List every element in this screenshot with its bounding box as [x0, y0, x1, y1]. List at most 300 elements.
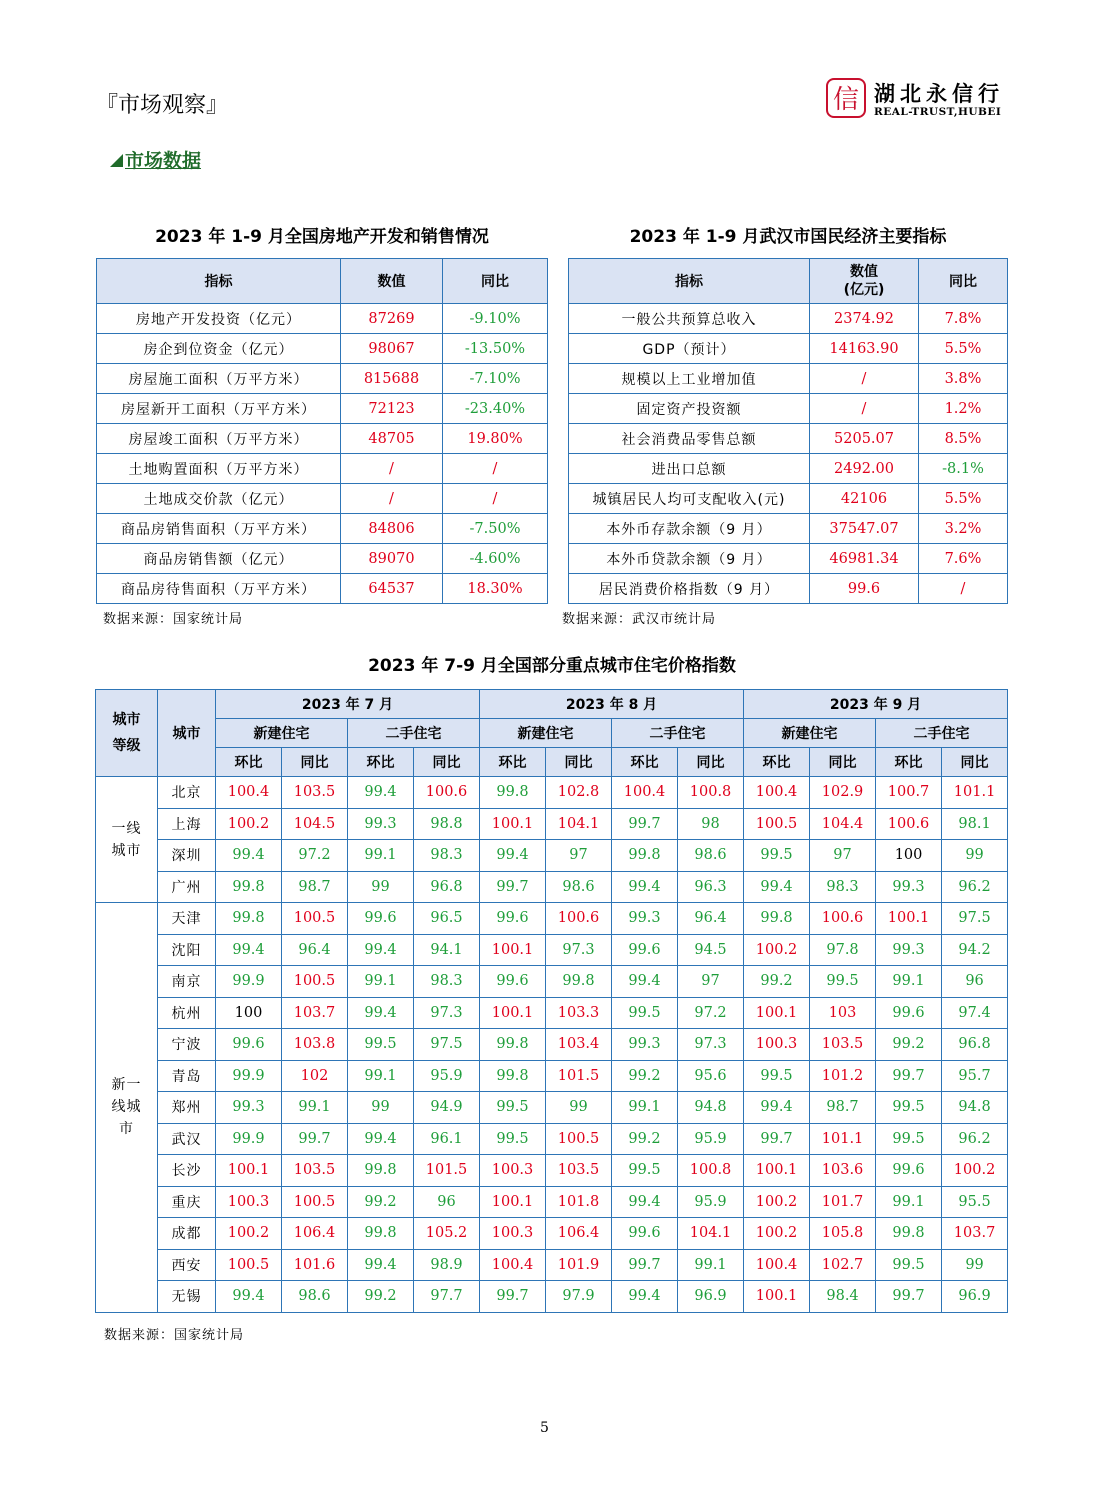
city-level-text: 新一线城市	[111, 1077, 142, 1138]
index-value-cell: 98.6	[546, 871, 612, 903]
city-name-cell: 南京	[158, 966, 216, 998]
section-heading-text: 市场数据	[125, 150, 202, 172]
index-value-cell: 99.9	[216, 966, 282, 998]
page-number: 5	[540, 1420, 549, 1436]
index-value-cell: 103.6	[810, 1155, 876, 1187]
index-value-cell: 99.2	[612, 1123, 678, 1155]
table-row	[96, 1249, 1008, 1281]
index-value-cell: 104.4	[810, 808, 876, 840]
index-value-cell: 99.9	[216, 1123, 282, 1155]
index-value-cell: 98.9	[414, 1249, 480, 1281]
table-row	[97, 424, 548, 454]
indicator-cell: 城镇居民人均可支配收入(元)	[569, 484, 810, 514]
index-value-cell: 100.5	[216, 1249, 282, 1281]
index-value-cell: 100.5	[744, 808, 810, 840]
index-value-cell: 100.7	[876, 777, 942, 809]
index-value-cell: 99.4	[612, 1186, 678, 1218]
logo-seal-icon: 信	[826, 78, 866, 118]
value-cell: 48705	[341, 424, 443, 454]
index-value-cell: 101.7	[810, 1186, 876, 1218]
index-value-cell: 100.6	[546, 903, 612, 935]
index-value-cell: 96.8	[414, 871, 480, 903]
index-value-cell: 99.3	[216, 1092, 282, 1124]
index-value-cell: 100.5	[282, 966, 348, 998]
index-value-cell: 104.1	[546, 808, 612, 840]
index-value-cell: 98.7	[282, 871, 348, 903]
index-value-cell: 97.5	[414, 1029, 480, 1061]
index-value-cell: 99.6	[612, 934, 678, 966]
table-row	[97, 394, 548, 424]
value-cell: 89070	[341, 544, 443, 574]
table-row	[96, 1123, 1008, 1155]
index-value-cell: 99.4	[744, 1092, 810, 1124]
index-value-cell: 99.8	[744, 903, 810, 935]
index-value-cell: 100.8	[678, 777, 744, 809]
index-value-cell: 99.7	[282, 1123, 348, 1155]
index-value-cell: 94.1	[414, 934, 480, 966]
index-value-cell: 97	[546, 840, 612, 872]
company-logo	[826, 78, 1026, 122]
index-value-cell: 105.2	[414, 1218, 480, 1250]
index-value-cell: 99.8	[876, 1218, 942, 1250]
table-row	[97, 304, 548, 334]
index-value-cell: 100.1	[480, 934, 546, 966]
index-value-cell: 99	[348, 1092, 414, 1124]
index-value-cell: 103	[810, 997, 876, 1029]
yoy-cell: -13.50%	[443, 334, 548, 364]
index-value-cell: 103.3	[546, 997, 612, 1029]
indicator-cell: 一般公共预算总收入	[569, 304, 810, 334]
value-cell: /	[810, 394, 919, 424]
index-value-cell: 103.7	[942, 1218, 1008, 1250]
index-value-cell: 99.8	[216, 903, 282, 935]
header-city-level-text: 城市等级	[112, 712, 141, 754]
table-row	[96, 808, 1008, 840]
index-value-cell: 97.2	[282, 840, 348, 872]
index-value-cell: 101.5	[414, 1155, 480, 1187]
city-name-cell: 青岛	[158, 1060, 216, 1092]
value-cell: /	[810, 364, 919, 394]
indicator-cell: 规模以上工业增加值	[569, 364, 810, 394]
logo-chinese-name: 湖北永信行	[874, 82, 1004, 106]
city-name-cell: 杭州	[158, 997, 216, 1029]
header-metric: 环比	[876, 748, 942, 777]
header-metric: 环比	[744, 748, 810, 777]
index-value-cell: 96.5	[414, 903, 480, 935]
yoy-cell: 5.5%	[919, 484, 1008, 514]
index-value-cell: 97.8	[810, 934, 876, 966]
index-value-cell: 101.1	[942, 777, 1008, 809]
value-cell: 14163.90	[810, 334, 919, 364]
city-name-cell: 宁波	[158, 1029, 216, 1061]
value-cell: 2374.92	[810, 304, 919, 334]
yoy-cell: -9.10%	[443, 304, 548, 334]
yoy-cell: 19.80%	[443, 424, 548, 454]
index-value-cell: 102	[282, 1060, 348, 1092]
index-value-cell: 99.1	[348, 1060, 414, 1092]
index-value-cell: 101.2	[810, 1060, 876, 1092]
table-row	[96, 1092, 1008, 1124]
index-value-cell: 95.9	[414, 1060, 480, 1092]
city-name-cell: 武汉	[158, 1123, 216, 1155]
value-cell: 87269	[341, 304, 443, 334]
index-value-cell: 99.4	[216, 1281, 282, 1313]
table-row	[569, 454, 1008, 484]
index-value-cell: 99.3	[612, 903, 678, 935]
index-value-cell: 100.8	[678, 1155, 744, 1187]
city-name-cell: 长沙	[158, 1155, 216, 1187]
index-value-cell: 95.5	[942, 1186, 1008, 1218]
index-value-cell: 99.2	[744, 966, 810, 998]
index-value-cell: 99.6	[480, 903, 546, 935]
index-value-cell: 100.3	[744, 1029, 810, 1061]
city-level-text: 一线城市	[111, 820, 142, 859]
index-value-cell: 99.6	[876, 1155, 942, 1187]
index-value-cell: 96.2	[942, 1123, 1008, 1155]
yoy-cell: 5.5%	[919, 334, 1008, 364]
index-value-cell: 94.5	[678, 934, 744, 966]
table-row	[96, 840, 1008, 872]
table3-source: 数据来源：国家统计局	[104, 1328, 245, 1343]
index-value-cell: 96.2	[942, 871, 1008, 903]
index-value-cell: 100.2	[216, 1218, 282, 1250]
index-value-cell: 99	[942, 840, 1008, 872]
index-value-cell: 99.4	[216, 934, 282, 966]
city-name-cell: 天津	[158, 903, 216, 935]
index-value-cell: 95.6	[678, 1060, 744, 1092]
indicator-cell: 居民消费价格指数（9 月）	[569, 574, 810, 604]
index-value-cell: 100.5	[546, 1123, 612, 1155]
index-value-cell: 100.1	[480, 1186, 546, 1218]
index-value-cell: 99.8	[216, 871, 282, 903]
header-housing-type: 二手住宅	[348, 719, 480, 748]
table-row	[96, 1029, 1008, 1061]
index-value-cell: 103.4	[546, 1029, 612, 1061]
index-value-cell: 100.6	[876, 808, 942, 840]
table-row	[569, 394, 1008, 424]
index-value-cell: 96.3	[678, 871, 744, 903]
index-value-cell: 99.5	[744, 1060, 810, 1092]
index-value-cell: 99.8	[612, 840, 678, 872]
header-housing-type: 新建住宅	[744, 719, 876, 748]
table-row	[569, 574, 1008, 604]
city-name-cell: 沈阳	[158, 934, 216, 966]
index-value-cell: 100.1	[744, 1281, 810, 1313]
table-row	[97, 364, 548, 394]
index-value-cell: 99.5	[480, 1123, 546, 1155]
index-value-cell: 100.4	[216, 777, 282, 809]
table1-header-value: 数值	[341, 259, 443, 304]
city-name-cell: 重庆	[158, 1186, 216, 1218]
city-price-index-table	[95, 689, 1008, 1313]
index-value-cell: 99.1	[348, 966, 414, 998]
table-row	[96, 871, 1008, 903]
yoy-cell: 3.8%	[919, 364, 1008, 394]
header-city: 城市	[158, 690, 216, 777]
index-value-cell: 99.3	[876, 934, 942, 966]
index-value-cell: 99.4	[348, 1123, 414, 1155]
yoy-cell: 3.2%	[919, 514, 1008, 544]
table-row	[569, 544, 1008, 574]
index-value-cell: 99.1	[678, 1249, 744, 1281]
index-value-cell: 106.4	[282, 1218, 348, 1250]
index-value-cell: 99.9	[216, 1060, 282, 1092]
table-row	[96, 1155, 1008, 1187]
index-value-cell: 99.4	[348, 997, 414, 1029]
table-row	[97, 484, 548, 514]
table3-caption: 2023 年 7-9 月全国部分重点城市住宅价格指数	[368, 656, 736, 676]
index-value-cell: 99.7	[480, 1281, 546, 1313]
table2-header-yoy: 同比	[919, 259, 1008, 304]
index-value-cell: 98.3	[414, 840, 480, 872]
index-value-cell: 99.4	[744, 871, 810, 903]
index-value-cell: 99.4	[216, 840, 282, 872]
table-row	[96, 997, 1008, 1029]
index-value-cell: 100.1	[480, 808, 546, 840]
table2-header-indicator: 指标	[569, 259, 810, 304]
indicator-cell: 商品房销售额（亿元）	[97, 544, 341, 574]
yoy-cell: -23.40%	[443, 394, 548, 424]
index-value-cell: 97.3	[678, 1029, 744, 1061]
index-value-cell: 95.9	[678, 1186, 744, 1218]
header-metric: 同比	[942, 748, 1008, 777]
index-value-cell: 98.4	[810, 1281, 876, 1313]
city-name-cell: 成都	[158, 1218, 216, 1250]
header-housing-type: 新建住宅	[480, 719, 612, 748]
yoy-cell: -4.60%	[443, 544, 548, 574]
indicator-cell: 房屋施工面积（万平方米）	[97, 364, 341, 394]
index-value-cell: 94.8	[678, 1092, 744, 1124]
index-value-cell: 98.6	[282, 1281, 348, 1313]
table-row	[569, 424, 1008, 454]
index-value-cell: 100.4	[744, 1249, 810, 1281]
header-housing-type: 二手住宅	[612, 719, 744, 748]
header-row-months	[96, 690, 1008, 719]
table-row	[569, 304, 1008, 334]
indicator-cell: 商品房销售面积（万平方米）	[97, 514, 341, 544]
index-value-cell: 100	[876, 840, 942, 872]
index-value-cell: 99.7	[480, 871, 546, 903]
index-value-cell: 99.5	[744, 840, 810, 872]
index-value-cell: 101.1	[810, 1123, 876, 1155]
yoy-cell: -7.10%	[443, 364, 548, 394]
index-value-cell: 99.3	[612, 1029, 678, 1061]
index-value-cell: 99.7	[612, 1249, 678, 1281]
index-value-cell: 99.1	[348, 840, 414, 872]
header-row-types	[96, 719, 1008, 748]
wuhan-economy-table	[568, 258, 1008, 604]
index-value-cell: 104.1	[678, 1218, 744, 1250]
table1-source: 数据来源：国家统计局	[103, 612, 244, 627]
indicator-cell: 商品房待售面积（万平方米）	[97, 574, 341, 604]
index-value-cell: 99.8	[348, 1218, 414, 1250]
page-header-title: 『市场观察』	[96, 93, 229, 118]
index-value-cell: 98.3	[414, 966, 480, 998]
index-value-cell: 97	[810, 840, 876, 872]
index-value-cell: 101.9	[546, 1249, 612, 1281]
table1-header-yoy: 同比	[443, 259, 548, 304]
index-value-cell: 100.3	[216, 1186, 282, 1218]
value-cell: 42106	[810, 484, 919, 514]
index-value-cell: 96	[414, 1186, 480, 1218]
index-value-cell: 99.8	[480, 777, 546, 809]
index-value-cell: 100.4	[480, 1249, 546, 1281]
index-value-cell: 99.5	[348, 1029, 414, 1061]
city-level-cell	[96, 903, 158, 1313]
index-value-cell: 96.4	[282, 934, 348, 966]
value-cell: 98067	[341, 334, 443, 364]
index-value-cell: 97.7	[414, 1281, 480, 1313]
index-value-cell: 99.7	[876, 1281, 942, 1313]
index-value-cell: 103.5	[282, 777, 348, 809]
index-value-cell: 99.1	[876, 966, 942, 998]
city-name-cell: 西安	[158, 1249, 216, 1281]
index-value-cell: 99.8	[480, 1060, 546, 1092]
yoy-cell: /	[443, 484, 548, 514]
index-value-cell: 100.6	[810, 903, 876, 935]
table-row	[97, 334, 548, 364]
index-value-cell: 99.4	[480, 840, 546, 872]
city-name-cell: 广州	[158, 871, 216, 903]
header-metric: 环比	[348, 748, 414, 777]
table-row	[96, 1281, 1008, 1313]
index-value-cell: 99.2	[612, 1060, 678, 1092]
index-value-cell: 99.3	[348, 808, 414, 840]
national-development-table	[96, 258, 548, 604]
city-name-cell: 北京	[158, 777, 216, 809]
index-value-cell: 102.7	[810, 1249, 876, 1281]
index-value-cell: 99.8	[348, 1155, 414, 1187]
header-month: 2023 年 9 月	[744, 690, 1008, 719]
value-cell: 99.6	[810, 574, 919, 604]
table2-header-value	[810, 259, 919, 304]
header-metric: 同比	[810, 748, 876, 777]
section-heading	[110, 146, 201, 173]
index-value-cell: 94.2	[942, 934, 1008, 966]
index-value-cell: 100.2	[744, 1186, 810, 1218]
index-value-cell: 95.7	[942, 1060, 1008, 1092]
index-value-cell: 103.8	[282, 1029, 348, 1061]
table-row	[569, 484, 1008, 514]
indicator-cell: 进出口总额	[569, 454, 810, 484]
index-value-cell: 101.5	[546, 1060, 612, 1092]
index-value-cell: 99.8	[546, 966, 612, 998]
index-value-cell: 98.6	[678, 840, 744, 872]
index-value-cell: 99.1	[282, 1092, 348, 1124]
index-value-cell: 94.8	[942, 1092, 1008, 1124]
index-value-cell: 99.5	[612, 997, 678, 1029]
header-metric: 环比	[480, 748, 546, 777]
index-value-cell: 99	[546, 1092, 612, 1124]
index-value-cell: 100.3	[480, 1155, 546, 1187]
index-value-cell: 100.2	[216, 808, 282, 840]
index-value-cell: 99.4	[612, 1281, 678, 1313]
index-value-cell: 99.2	[876, 1029, 942, 1061]
table-row	[96, 903, 1008, 935]
header-month: 2023 年 8 月	[480, 690, 744, 719]
indicator-cell: 土地购置面积（万平方米）	[97, 454, 341, 484]
index-value-cell: 99.6	[348, 903, 414, 935]
table-row	[569, 334, 1008, 364]
index-value-cell: 100.1	[216, 1155, 282, 1187]
table1-header-indicator: 指标	[97, 259, 341, 304]
indicator-cell: 本外币贷款余额（9 月）	[569, 544, 810, 574]
index-value-cell: 97.3	[414, 997, 480, 1029]
index-value-cell: 96.1	[414, 1123, 480, 1155]
index-value-cell: 98.3	[810, 871, 876, 903]
table-row	[96, 777, 1008, 809]
indicator-cell: 本外币存款余额（9 月）	[569, 514, 810, 544]
header-housing-type: 二手住宅	[876, 719, 1008, 748]
index-value-cell: 96	[942, 966, 1008, 998]
table2-source: 数据来源：武汉市统计局	[562, 612, 717, 627]
city-level-cell	[96, 777, 158, 903]
index-value-cell: 103.7	[282, 997, 348, 1029]
table-row	[96, 1060, 1008, 1092]
index-value-cell: 99.7	[612, 808, 678, 840]
header-metric: 同比	[414, 748, 480, 777]
index-value-cell: 99.1	[876, 1186, 942, 1218]
header-metric: 同比	[282, 748, 348, 777]
index-value-cell: 96.8	[942, 1029, 1008, 1061]
indicator-cell: 社会消费品零售总额	[569, 424, 810, 454]
header-month: 2023 年 7 月	[216, 690, 480, 719]
header-city-level	[96, 690, 158, 777]
index-value-cell: 98	[678, 808, 744, 840]
index-value-cell: 104.5	[282, 808, 348, 840]
index-value-cell: 95.9	[678, 1123, 744, 1155]
yoy-cell: /	[919, 574, 1008, 604]
index-value-cell: 102.9	[810, 777, 876, 809]
logo-english-name: REAL-TRUST,HUBEI	[874, 106, 1002, 118]
indicator-cell: GDP（预计）	[569, 334, 810, 364]
index-value-cell: 100.1	[480, 997, 546, 1029]
table-row	[97, 454, 548, 484]
table2-header-value-label: 数值	[850, 264, 878, 280]
index-value-cell: 99.6	[480, 966, 546, 998]
table-row	[96, 1218, 1008, 1250]
index-value-cell: 100.1	[744, 997, 810, 1029]
table-row	[96, 1186, 1008, 1218]
index-value-cell: 101.8	[546, 1186, 612, 1218]
indicator-cell: 土地成交价款（亿元）	[97, 484, 341, 514]
table-row	[97, 514, 548, 544]
table-row	[97, 544, 548, 574]
value-cell: 815688	[341, 364, 443, 394]
indicator-cell: 固定资产投资额	[569, 394, 810, 424]
index-value-cell: 100.1	[876, 903, 942, 935]
city-name-cell: 深圳	[158, 840, 216, 872]
table2-header-value-unit: (亿元)	[843, 282, 885, 298]
yoy-cell: /	[443, 454, 548, 484]
index-value-cell: 99.4	[348, 1249, 414, 1281]
city-name-cell: 上海	[158, 808, 216, 840]
index-value-cell: 99	[348, 871, 414, 903]
index-value-cell: 99.4	[612, 966, 678, 998]
index-value-cell: 100.6	[414, 777, 480, 809]
index-value-cell: 103.5	[282, 1155, 348, 1187]
index-value-cell: 100.4	[744, 777, 810, 809]
index-value-cell: 99.5	[876, 1092, 942, 1124]
index-value-cell: 99.4	[612, 871, 678, 903]
triangle-icon	[110, 154, 123, 167]
index-value-cell: 100.5	[282, 903, 348, 935]
table-row	[569, 364, 1008, 394]
yoy-cell: 1.2%	[919, 394, 1008, 424]
index-value-cell: 98.8	[414, 808, 480, 840]
index-value-cell: 96.9	[678, 1281, 744, 1313]
yoy-cell: 7.6%	[919, 544, 1008, 574]
